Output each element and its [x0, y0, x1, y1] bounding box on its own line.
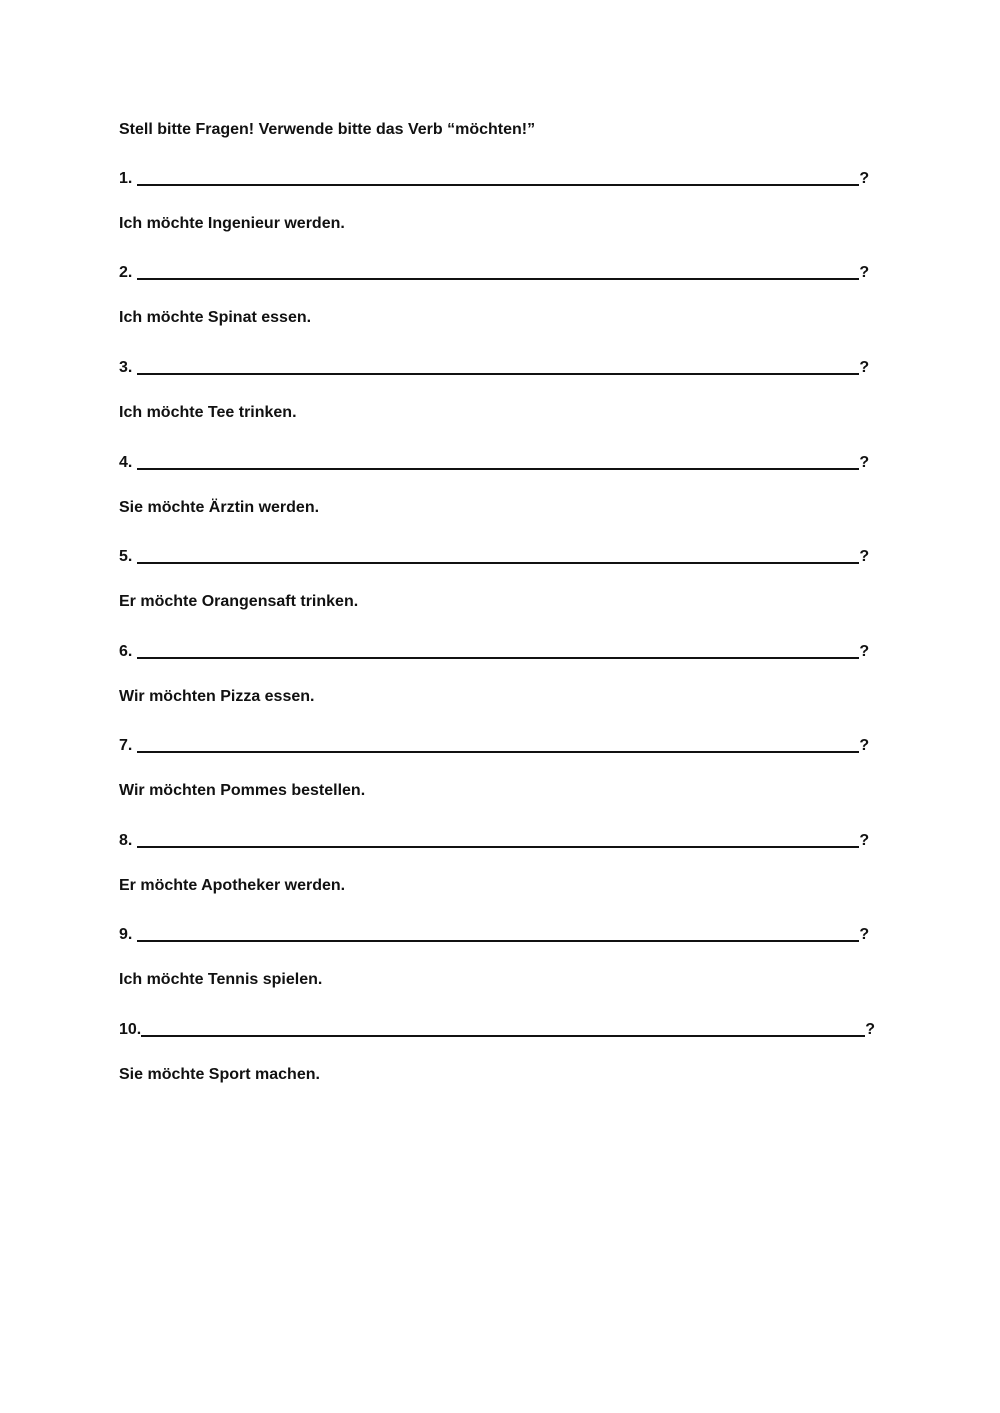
- question-item-2: [119, 261, 879, 326]
- question-item-1: [119, 167, 879, 232]
- question-line: [119, 451, 879, 473]
- question-number: 1.: [119, 170, 133, 187]
- question-item-5: [119, 545, 879, 610]
- answer-blank[interactable]: [137, 373, 859, 375]
- question-mark: ?: [859, 832, 870, 849]
- answer-sentence: Ich möchte Spinat essen.: [119, 309, 312, 326]
- question-mark: ?: [865, 1021, 876, 1038]
- question-item-3: [119, 356, 879, 421]
- question-mark: ?: [859, 454, 870, 471]
- question-line: [119, 829, 879, 851]
- answer-blank[interactable]: [137, 184, 859, 186]
- question-item-8: [119, 829, 879, 894]
- question-line: [119, 923, 879, 945]
- answer-blank[interactable]: [137, 751, 859, 753]
- question-mark: ?: [859, 926, 870, 943]
- question-number: 10.: [119, 1021, 142, 1038]
- question-mark: ?: [859, 548, 870, 565]
- question-line: [119, 640, 879, 662]
- answer-sentence: Ich möchte Ingenieur werden.: [119, 215, 345, 232]
- question-number: 7.: [119, 737, 133, 754]
- question-line: [119, 1018, 879, 1040]
- answer-blank[interactable]: [137, 940, 859, 942]
- question-number: 4.: [119, 454, 133, 471]
- question-mark: ?: [859, 737, 870, 754]
- answer-sentence: Wir möchten Pommes bestellen.: [119, 782, 366, 799]
- question-number: 2.: [119, 264, 133, 281]
- question-line: [119, 167, 879, 189]
- answer-blank[interactable]: [137, 562, 859, 564]
- answer-blank[interactable]: [141, 1035, 865, 1037]
- answer-sentence: Er möchte Apotheker werden.: [119, 877, 346, 894]
- answer-blank[interactable]: [137, 278, 859, 280]
- question-number: 6.: [119, 643, 133, 660]
- question-item-10: [119, 1018, 879, 1083]
- worksheet-instruction: Stell bitte Fragen! Verwende bitte das Verb “möchten!”: [119, 121, 536, 138]
- question-mark: ?: [859, 643, 870, 660]
- question-mark: ?: [859, 359, 870, 376]
- answer-sentence: Er möchte Orangensaft trinken.: [119, 593, 359, 610]
- answer-sentence: Wir möchten Pizza essen.: [119, 688, 315, 705]
- answer-sentence: Ich möchte Tee trinken.: [119, 404, 297, 421]
- question-mark: ?: [859, 170, 870, 187]
- question-number: 3.: [119, 359, 133, 376]
- question-line: [119, 356, 879, 378]
- question-line: [119, 734, 879, 756]
- question-number: 8.: [119, 832, 133, 849]
- question-item-4: [119, 451, 879, 516]
- answer-blank[interactable]: [137, 657, 859, 659]
- question-number: 9.: [119, 926, 133, 943]
- question-item-6: [119, 640, 879, 705]
- question-line: [119, 261, 879, 283]
- question-line: [119, 545, 879, 567]
- question-item-7: [119, 734, 879, 799]
- answer-blank[interactable]: [137, 846, 859, 848]
- answer-sentence: Sie möchte Ärztin werden.: [119, 499, 320, 516]
- question-mark: ?: [859, 264, 870, 281]
- question-number: 5.: [119, 548, 133, 565]
- answer-blank[interactable]: [137, 468, 859, 470]
- question-item-9: [119, 923, 879, 988]
- answer-sentence: Ich möchte Tennis spielen.: [119, 971, 323, 988]
- answer-sentence: Sie möchte Sport machen.: [119, 1066, 320, 1083]
